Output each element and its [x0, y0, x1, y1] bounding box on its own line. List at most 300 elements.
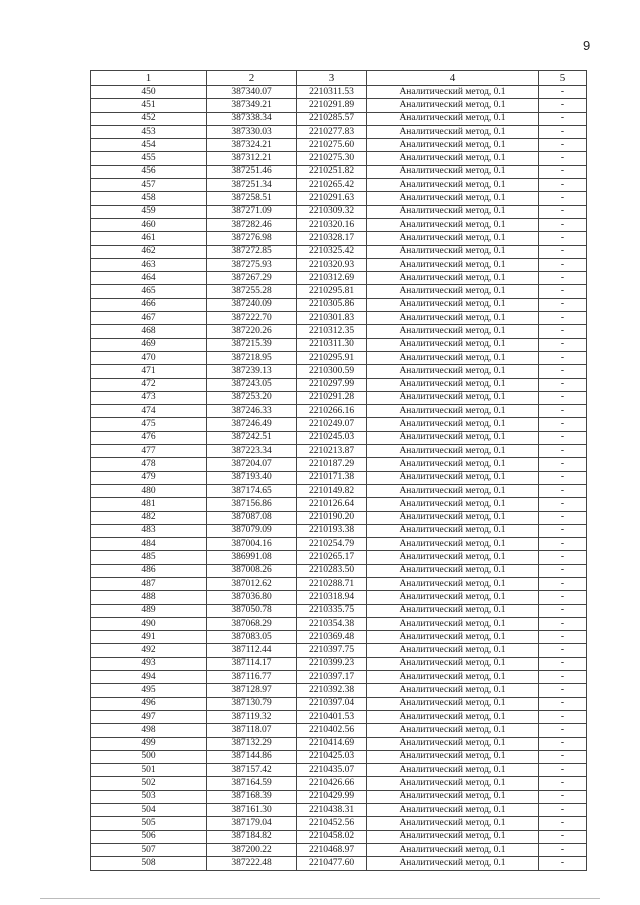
method-cell: Аналитический метод, 0.1: [367, 817, 539, 830]
note-cell: -: [539, 139, 587, 152]
method-cell: Аналитический метод, 0.1: [367, 737, 539, 750]
table-row: [91, 285, 587, 298]
point-number-cell: 463: [91, 258, 207, 271]
table-header-row: [91, 71, 587, 86]
y-coordinate-cell: 2210251.82: [297, 165, 367, 178]
x-coordinate-cell: 387218.95: [207, 351, 297, 364]
table-row: [91, 365, 587, 378]
x-coordinate-cell: 387271.09: [207, 205, 297, 218]
y-coordinate-cell: 2210277.83: [297, 125, 367, 138]
note-cell: -: [539, 790, 587, 803]
method-cell: Аналитический метод, 0.1: [367, 351, 539, 364]
x-coordinate-cell: 387087.08: [207, 511, 297, 524]
table-row: [91, 258, 587, 271]
note-cell: -: [539, 232, 587, 245]
table-row: [91, 86, 587, 99]
method-cell: Аналитический метод, 0.1: [367, 125, 539, 138]
note-cell: -: [539, 179, 587, 192]
y-coordinate-cell: 2210301.83: [297, 312, 367, 325]
note-cell: -: [539, 764, 587, 777]
y-coordinate-cell: 2210438.31: [297, 804, 367, 817]
table-row: [91, 298, 587, 311]
y-coordinate-cell: 2210291.28: [297, 391, 367, 404]
method-cell: Аналитический метод, 0.1: [367, 391, 539, 404]
y-coordinate-cell: 2210254.79: [297, 538, 367, 551]
y-coordinate-cell: 2210397.17: [297, 671, 367, 684]
point-number-cell: 485: [91, 551, 207, 564]
note-cell: -: [539, 551, 587, 564]
y-coordinate-cell: 2210297.99: [297, 378, 367, 391]
x-coordinate-cell: 387222.70: [207, 312, 297, 325]
note-cell: -: [539, 272, 587, 285]
x-coordinate-cell: 387276.98: [207, 232, 297, 245]
note-cell: -: [539, 857, 587, 870]
note-cell: -: [539, 205, 587, 218]
y-coordinate-cell: 2210429.99: [297, 790, 367, 803]
method-cell: Аналитический метод, 0.1: [367, 657, 539, 670]
table-row: [91, 99, 587, 112]
y-coordinate-cell: 2210187.29: [297, 458, 367, 471]
table-row: [91, 737, 587, 750]
table-row: [91, 498, 587, 511]
table-row: [91, 538, 587, 551]
y-coordinate-cell: 2210265.17: [297, 551, 367, 564]
point-number-cell: 479: [91, 471, 207, 484]
table-row: [91, 112, 587, 125]
point-number-cell: 455: [91, 152, 207, 165]
x-coordinate-cell: 387184.82: [207, 830, 297, 843]
x-coordinate-cell: 387036.80: [207, 591, 297, 604]
note-cell: -: [539, 325, 587, 338]
note-cell: -: [539, 631, 587, 644]
method-cell: Аналитический метод, 0.1: [367, 165, 539, 178]
y-coordinate-cell: 2210414.69: [297, 737, 367, 750]
point-number-cell: 478: [91, 458, 207, 471]
note-cell: -: [539, 391, 587, 404]
table-row: [91, 724, 587, 737]
table-row: [91, 697, 587, 710]
method-cell: Аналитический метод, 0.1: [367, 577, 539, 590]
x-coordinate-cell: 387222.48: [207, 857, 297, 870]
x-coordinate-cell: 387012.62: [207, 577, 297, 590]
point-number-cell: 492: [91, 644, 207, 657]
point-number-cell: 471: [91, 365, 207, 378]
table-row: [91, 511, 587, 524]
x-coordinate-cell: 387116.77: [207, 671, 297, 684]
point-number-cell: 488: [91, 591, 207, 604]
table-row: [91, 843, 587, 856]
note-cell: -: [539, 418, 587, 431]
table-row: [91, 272, 587, 285]
table-row: [91, 657, 587, 670]
note-cell: -: [539, 710, 587, 723]
x-coordinate-cell: 386991.08: [207, 551, 297, 564]
method-cell: Аналитический метод, 0.1: [367, 710, 539, 723]
column-header-5: 5: [539, 71, 587, 86]
y-coordinate-cell: 2210171.38: [297, 471, 367, 484]
method-cell: Аналитический метод, 0.1: [367, 671, 539, 684]
method-cell: Аналитический метод, 0.1: [367, 192, 539, 205]
note-cell: -: [539, 724, 587, 737]
y-coordinate-cell: 2210126.64: [297, 498, 367, 511]
y-coordinate-cell: 2210291.89: [297, 99, 367, 112]
table-row: [91, 644, 587, 657]
point-number-cell: 490: [91, 617, 207, 630]
method-cell: Аналитический метод, 0.1: [367, 285, 539, 298]
y-coordinate-cell: 2210311.53: [297, 86, 367, 99]
point-number-cell: 504: [91, 804, 207, 817]
note-cell: -: [539, 804, 587, 817]
method-cell: Аналитический метод, 0.1: [367, 764, 539, 777]
y-coordinate-cell: 2210265.42: [297, 179, 367, 192]
point-number-cell: 465: [91, 285, 207, 298]
point-number-cell: 496: [91, 697, 207, 710]
x-coordinate-cell: 387068.29: [207, 617, 297, 630]
note-cell: -: [539, 312, 587, 325]
note-cell: -: [539, 538, 587, 551]
note-cell: -: [539, 125, 587, 138]
y-coordinate-cell: 2210283.50: [297, 564, 367, 577]
note-cell: -: [539, 405, 587, 418]
x-coordinate-cell: 387267.29: [207, 272, 297, 285]
note-cell: -: [539, 671, 587, 684]
x-coordinate-cell: 387050.78: [207, 604, 297, 617]
x-coordinate-cell: 387118.07: [207, 724, 297, 737]
y-coordinate-cell: 2210266.16: [297, 405, 367, 418]
note-cell: -: [539, 777, 587, 790]
x-coordinate-cell: 387255.28: [207, 285, 297, 298]
table-row: [91, 484, 587, 497]
table-row: [91, 750, 587, 763]
point-number-cell: 501: [91, 764, 207, 777]
point-number-cell: 470: [91, 351, 207, 364]
x-coordinate-cell: 387132.29: [207, 737, 297, 750]
point-number-cell: 507: [91, 843, 207, 856]
table-row: [91, 591, 587, 604]
column-header-1: 1: [91, 71, 207, 86]
column-header-3: 3: [297, 71, 367, 86]
y-coordinate-cell: 2210354.38: [297, 617, 367, 630]
table-row: [91, 378, 587, 391]
method-cell: Аналитический метод, 0.1: [367, 804, 539, 817]
point-number-cell: 481: [91, 498, 207, 511]
column-header-4: 4: [367, 71, 539, 86]
x-coordinate-cell: 387200.22: [207, 843, 297, 856]
page-number: 9: [583, 38, 591, 53]
x-coordinate-cell: 387243.05: [207, 378, 297, 391]
note-cell: -: [539, 298, 587, 311]
x-coordinate-cell: 387079.09: [207, 524, 297, 537]
method-cell: Аналитический метод, 0.1: [367, 750, 539, 763]
y-coordinate-cell: 2210149.82: [297, 484, 367, 497]
point-number-cell: 459: [91, 205, 207, 218]
note-cell: -: [539, 165, 587, 178]
x-coordinate-cell: 387114.17: [207, 657, 297, 670]
note-cell: -: [539, 843, 587, 856]
y-coordinate-cell: 2210249.07: [297, 418, 367, 431]
method-cell: Аналитический метод, 0.1: [367, 591, 539, 604]
method-cell: Аналитический метод, 0.1: [367, 245, 539, 258]
table-row: [91, 551, 587, 564]
note-cell: -: [539, 604, 587, 617]
table-row: [91, 431, 587, 444]
x-coordinate-cell: 387112.44: [207, 644, 297, 657]
x-coordinate-cell: 387157.42: [207, 764, 297, 777]
method-cell: Аналитический метод, 0.1: [367, 312, 539, 325]
x-coordinate-cell: 387004.16: [207, 538, 297, 551]
x-coordinate-cell: 387223.34: [207, 445, 297, 458]
method-cell: Аналитический метод, 0.1: [367, 471, 539, 484]
table-row: [91, 458, 587, 471]
x-coordinate-cell: 387272.85: [207, 245, 297, 258]
coordinates-table: [90, 70, 587, 871]
x-coordinate-cell: 387174.65: [207, 484, 297, 497]
point-number-cell: 508: [91, 857, 207, 870]
table-row: [91, 218, 587, 231]
method-cell: Аналитический метод, 0.1: [367, 644, 539, 657]
table-row: [91, 604, 587, 617]
point-number-cell: 498: [91, 724, 207, 737]
table-row: [91, 205, 587, 218]
y-coordinate-cell: 2210399.23: [297, 657, 367, 670]
x-coordinate-cell: 387242.51: [207, 431, 297, 444]
method-cell: Аналитический метод, 0.1: [367, 99, 539, 112]
x-coordinate-cell: 387161.30: [207, 804, 297, 817]
note-cell: -: [539, 458, 587, 471]
point-number-cell: 468: [91, 325, 207, 338]
x-coordinate-cell: 387251.34: [207, 179, 297, 192]
y-coordinate-cell: 2210328.17: [297, 232, 367, 245]
table-row: [91, 445, 587, 458]
point-number-cell: 457: [91, 179, 207, 192]
point-number-cell: 460: [91, 218, 207, 231]
method-cell: Аналитический метод, 0.1: [367, 338, 539, 351]
method-cell: Аналитический метод, 0.1: [367, 152, 539, 165]
point-number-cell: 484: [91, 538, 207, 551]
method-cell: Аналитический метод, 0.1: [367, 431, 539, 444]
note-cell: -: [539, 697, 587, 710]
x-coordinate-cell: 387204.07: [207, 458, 297, 471]
note-cell: -: [539, 484, 587, 497]
point-number-cell: 464: [91, 272, 207, 285]
x-coordinate-cell: 387324.21: [207, 139, 297, 152]
table-row: [91, 245, 587, 258]
point-number-cell: 489: [91, 604, 207, 617]
note-cell: -: [539, 577, 587, 590]
table-row: [91, 152, 587, 165]
x-coordinate-cell: 387340.07: [207, 86, 297, 99]
y-coordinate-cell: 2210402.56: [297, 724, 367, 737]
x-coordinate-cell: 387130.79: [207, 697, 297, 710]
method-cell: Аналитический метод, 0.1: [367, 325, 539, 338]
y-coordinate-cell: 2210213.87: [297, 445, 367, 458]
note-cell: -: [539, 218, 587, 231]
point-number-cell: 473: [91, 391, 207, 404]
x-coordinate-cell: 387144.86: [207, 750, 297, 763]
point-number-cell: 483: [91, 524, 207, 537]
note-cell: -: [539, 830, 587, 843]
note-cell: -: [539, 445, 587, 458]
point-number-cell: 505: [91, 817, 207, 830]
y-coordinate-cell: 2210425.03: [297, 750, 367, 763]
point-number-cell: 506: [91, 830, 207, 843]
table-row: [91, 684, 587, 697]
method-cell: Аналитический метод, 0.1: [367, 724, 539, 737]
note-cell: -: [539, 258, 587, 271]
method-cell: Аналитический метод, 0.1: [367, 843, 539, 856]
table-row: [91, 830, 587, 843]
note-cell: -: [539, 86, 587, 99]
note-cell: -: [539, 365, 587, 378]
point-number-cell: 454: [91, 139, 207, 152]
y-coordinate-cell: 2210397.04: [297, 697, 367, 710]
method-cell: Аналитический метод, 0.1: [367, 218, 539, 231]
y-coordinate-cell: 2210300.59: [297, 365, 367, 378]
note-cell: -: [539, 750, 587, 763]
note-cell: -: [539, 817, 587, 830]
point-number-cell: 487: [91, 577, 207, 590]
note-cell: -: [539, 285, 587, 298]
table-row: [91, 857, 587, 870]
note-cell: -: [539, 351, 587, 364]
x-coordinate-cell: 387240.09: [207, 298, 297, 311]
y-coordinate-cell: 2210426.66: [297, 777, 367, 790]
point-number-cell: 451: [91, 99, 207, 112]
point-number-cell: 452: [91, 112, 207, 125]
method-cell: Аналитический метод, 0.1: [367, 631, 539, 644]
point-number-cell: 475: [91, 418, 207, 431]
note-cell: -: [539, 524, 587, 537]
method-cell: Аналитический метод, 0.1: [367, 790, 539, 803]
table-row: [91, 338, 587, 351]
x-coordinate-cell: 387282.46: [207, 218, 297, 231]
y-coordinate-cell: 2210458.02: [297, 830, 367, 843]
y-coordinate-cell: 2210311.30: [297, 338, 367, 351]
x-coordinate-cell: 387251.46: [207, 165, 297, 178]
table-row: [91, 564, 587, 577]
note-cell: -: [539, 245, 587, 258]
x-coordinate-cell: 387215.39: [207, 338, 297, 351]
point-number-cell: 482: [91, 511, 207, 524]
x-coordinate-cell: 387330.03: [207, 125, 297, 138]
method-cell: Аналитический метод, 0.1: [367, 232, 539, 245]
table-row: [91, 631, 587, 644]
y-coordinate-cell: 2210275.60: [297, 139, 367, 152]
y-coordinate-cell: 2210325.42: [297, 245, 367, 258]
point-number-cell: 462: [91, 245, 207, 258]
x-coordinate-cell: 387253.20: [207, 391, 297, 404]
table-row: [91, 125, 587, 138]
x-coordinate-cell: 387193.40: [207, 471, 297, 484]
method-cell: Аналитический метод, 0.1: [367, 617, 539, 630]
method-cell: Аналитический метод, 0.1: [367, 538, 539, 551]
point-number-cell: 494: [91, 671, 207, 684]
table-row: [91, 351, 587, 364]
method-cell: Аналитический метод, 0.1: [367, 405, 539, 418]
point-number-cell: 466: [91, 298, 207, 311]
method-cell: Аналитический метод, 0.1: [367, 258, 539, 271]
y-coordinate-cell: 2210295.81: [297, 285, 367, 298]
y-coordinate-cell: 2210401.53: [297, 710, 367, 723]
y-coordinate-cell: 2210320.93: [297, 258, 367, 271]
y-coordinate-cell: 2210295.91: [297, 351, 367, 364]
table-row: [91, 777, 587, 790]
y-coordinate-cell: 2210288.71: [297, 577, 367, 590]
table-row: [91, 165, 587, 178]
point-number-cell: 476: [91, 431, 207, 444]
note-cell: -: [539, 378, 587, 391]
x-coordinate-cell: 387119.32: [207, 710, 297, 723]
x-coordinate-cell: 387128.97: [207, 684, 297, 697]
method-cell: Аналитический метод, 0.1: [367, 458, 539, 471]
method-cell: Аналитический метод, 0.1: [367, 179, 539, 192]
point-number-cell: 458: [91, 192, 207, 205]
note-cell: -: [539, 192, 587, 205]
table-row: [91, 418, 587, 431]
table-row: [91, 232, 587, 245]
table-row: [91, 617, 587, 630]
table-row: [91, 192, 587, 205]
table-row: [91, 312, 587, 325]
x-coordinate-cell: 387312.21: [207, 152, 297, 165]
method-cell: Аналитический метод, 0.1: [367, 139, 539, 152]
table-row: [91, 391, 587, 404]
y-coordinate-cell: 2210435.07: [297, 764, 367, 777]
method-cell: Аналитический метод, 0.1: [367, 830, 539, 843]
table-row: [91, 817, 587, 830]
method-cell: Аналитический метод, 0.1: [367, 378, 539, 391]
method-cell: Аналитический метод, 0.1: [367, 564, 539, 577]
point-number-cell: 472: [91, 378, 207, 391]
point-number-cell: 500: [91, 750, 207, 763]
method-cell: Аналитический метод, 0.1: [367, 857, 539, 870]
table-row: [91, 179, 587, 192]
y-coordinate-cell: 2210312.69: [297, 272, 367, 285]
table-row: [91, 710, 587, 723]
point-number-cell: 497: [91, 710, 207, 723]
x-coordinate-cell: 387168.39: [207, 790, 297, 803]
table-body: [91, 86, 587, 871]
y-coordinate-cell: 2210468.97: [297, 843, 367, 856]
y-coordinate-cell: 2210193.38: [297, 524, 367, 537]
method-cell: Аналитический метод, 0.1: [367, 524, 539, 537]
point-number-cell: 502: [91, 777, 207, 790]
table-row: [91, 577, 587, 590]
y-coordinate-cell: 2210190.20: [297, 511, 367, 524]
point-number-cell: 469: [91, 338, 207, 351]
table-row: [91, 325, 587, 338]
table-row: [91, 804, 587, 817]
note-cell: -: [539, 617, 587, 630]
x-coordinate-cell: 387338.34: [207, 112, 297, 125]
point-number-cell: 503: [91, 790, 207, 803]
method-cell: Аналитический метод, 0.1: [367, 272, 539, 285]
method-cell: Аналитический метод, 0.1: [367, 112, 539, 125]
method-cell: Аналитический метод, 0.1: [367, 498, 539, 511]
point-number-cell: 499: [91, 737, 207, 750]
point-number-cell: 453: [91, 125, 207, 138]
x-coordinate-cell: 387246.49: [207, 418, 297, 431]
point-number-cell: 486: [91, 564, 207, 577]
x-coordinate-cell: 387179.04: [207, 817, 297, 830]
note-cell: -: [539, 112, 587, 125]
column-header-2: 2: [207, 71, 297, 86]
y-coordinate-cell: 2210335.75: [297, 604, 367, 617]
y-coordinate-cell: 2210312.35: [297, 325, 367, 338]
x-coordinate-cell: 387008.26: [207, 564, 297, 577]
y-coordinate-cell: 2210369.48: [297, 631, 367, 644]
y-coordinate-cell: 2210318.94: [297, 591, 367, 604]
